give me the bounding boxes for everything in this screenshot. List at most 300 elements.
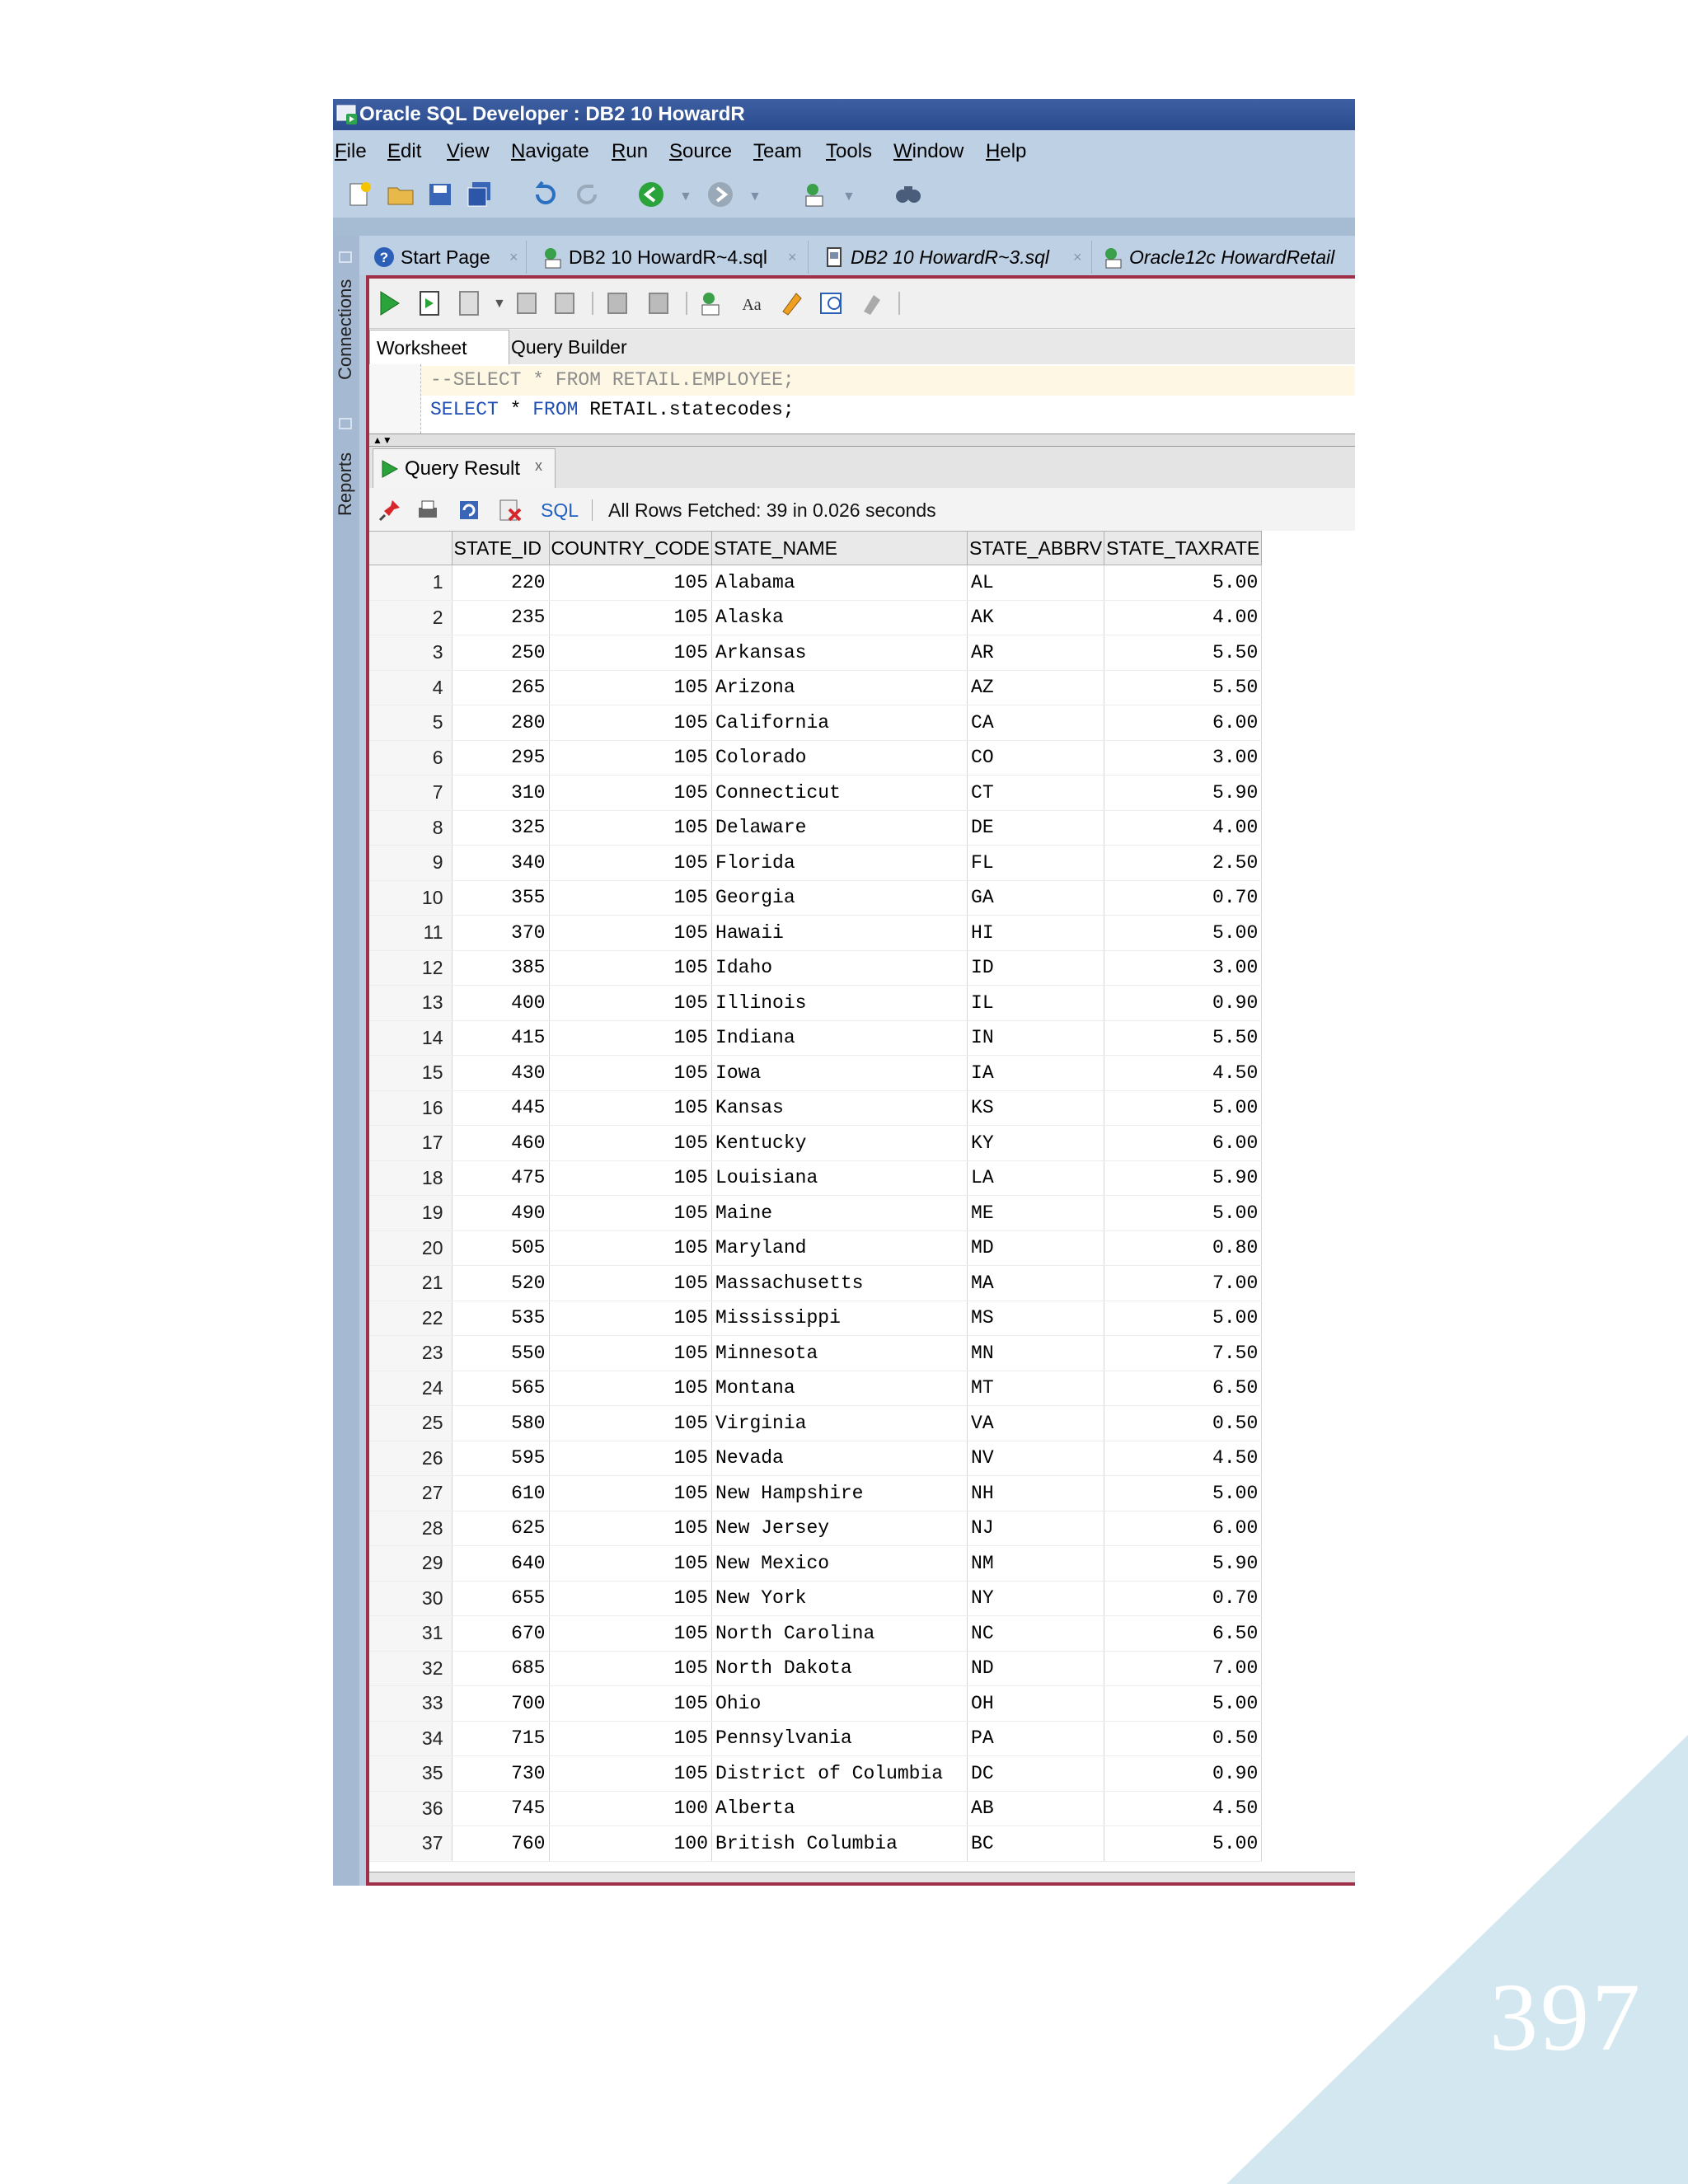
state-abbrv-cell[interactable]: NC	[968, 1616, 1104, 1652]
state-name-cell[interactable]: Arkansas	[712, 635, 968, 671]
state-name-cell[interactable]: Connecticut	[712, 776, 968, 811]
state-name-cell[interactable]: District of Columbia	[712, 1756, 968, 1792]
state-id-cell[interactable]: 535	[452, 1301, 549, 1336]
state-id-cell[interactable]: 430	[452, 1056, 549, 1091]
country-code-cell[interactable]: 105	[549, 1651, 712, 1686]
table-row[interactable]	[369, 1476, 1262, 1511]
table-row[interactable]	[369, 1791, 1262, 1826]
state-abbrv-cell[interactable]: AB	[968, 1791, 1104, 1826]
state-abbrv-cell[interactable]: AZ	[968, 670, 1104, 705]
country-code-cell[interactable]: 105	[549, 1160, 712, 1196]
state-taxrate-cell[interactable]: 5.50	[1104, 635, 1262, 671]
table-row[interactable]	[369, 1090, 1262, 1126]
table-row[interactable]	[369, 1441, 1262, 1476]
undo-icon[interactable]	[531, 180, 560, 209]
state-name-cell[interactable]: Alabama	[712, 565, 968, 601]
table-row[interactable]	[369, 1511, 1262, 1546]
state-abbrv-cell[interactable]: MA	[968, 1266, 1104, 1301]
country-code-cell[interactable]: 105	[549, 1476, 712, 1511]
row-number: 31	[369, 1616, 452, 1652]
table-row[interactable]	[369, 1126, 1262, 1161]
connections-panel-label[interactable]: Connections	[335, 279, 355, 381]
table-row[interactable]	[369, 1406, 1262, 1441]
table-row[interactable]	[369, 705, 1262, 741]
table-row[interactable]	[369, 1336, 1262, 1371]
state-name-cell[interactable]: Hawaii	[712, 916, 968, 951]
state-taxrate-cell[interactable]: 7.50	[1104, 1336, 1262, 1371]
table-row[interactable]	[369, 565, 1262, 601]
sql-history-icon[interactable]	[818, 288, 847, 318]
table-row[interactable]	[369, 986, 1262, 1021]
state-abbrv-cell[interactable]: NV	[968, 1441, 1104, 1476]
state-name-cell[interactable]: Mississippi	[712, 1301, 968, 1336]
print-icon[interactable]	[415, 498, 440, 523]
explain-plan-icon[interactable]	[513, 288, 542, 318]
state-id-cell[interactable]: 295	[452, 740, 549, 776]
query-builder-icon[interactable]	[857, 288, 887, 318]
table-row[interactable]	[369, 880, 1262, 916]
forward-dropdown-icon[interactable]: ▼	[748, 190, 762, 204]
tab-db2-howardr-4[interactable]: DB2 10 HowardR~4.sql ×	[536, 241, 809, 274]
country-code-cell[interactable]: 105	[549, 1756, 712, 1792]
state-abbrv-cell[interactable]: OH	[968, 1686, 1104, 1722]
country-code-cell[interactable]: 105	[549, 880, 712, 916]
state-taxrate-cell[interactable]: 5.00	[1104, 1686, 1262, 1722]
worksheet-toolbar	[369, 279, 1355, 329]
state-abbrv-cell[interactable]: MS	[968, 1301, 1104, 1336]
state-name-cell[interactable]: Massachusetts	[712, 1266, 968, 1301]
table-row[interactable]	[369, 1301, 1262, 1336]
state-abbrv-cell[interactable]: MT	[968, 1371, 1104, 1406]
state-id-cell[interactable]: 565	[452, 1371, 549, 1406]
autotrace-icon[interactable]	[455, 288, 485, 318]
pane-splitter[interactable]: ▲▼	[369, 434, 1355, 447]
country-code-cell[interactable]: 105	[549, 1371, 712, 1406]
state-taxrate-cell[interactable]: 7.00	[1104, 1266, 1262, 1301]
state-name-cell[interactable]: New Hampshire	[712, 1476, 968, 1511]
result-grid	[369, 531, 1355, 1882]
menu-source[interactable]: Source	[669, 140, 733, 162]
state-taxrate-cell[interactable]: 5.90	[1104, 776, 1262, 811]
state-name-cell[interactable]: Idaho	[712, 950, 968, 986]
table-row[interactable]	[369, 776, 1262, 811]
state-taxrate-cell[interactable]: 4.50	[1104, 1441, 1262, 1476]
commit-icon[interactable]	[603, 288, 633, 318]
state-abbrv-cell[interactable]: IA	[968, 1056, 1104, 1091]
tab-start-page[interactable]: ? Start Page ×	[368, 241, 527, 274]
state-abbrv-cell[interactable]: ID	[968, 950, 1104, 986]
state-abbrv-cell[interactable]: PA	[968, 1721, 1104, 1756]
state-id-cell[interactable]: 580	[452, 1406, 549, 1441]
state-abbrv-cell[interactable]: IL	[968, 986, 1104, 1021]
autotrace-dropdown-icon[interactable]: ▼	[493, 297, 506, 311]
country-code-cell[interactable]: 105	[549, 1721, 712, 1756]
table-row[interactable]	[369, 1546, 1262, 1582]
state-name-cell[interactable]: North Carolina	[712, 1616, 968, 1652]
state-id-cell[interactable]: 520	[452, 1266, 549, 1301]
country-code-cell[interactable]: 100	[549, 1791, 712, 1826]
state-abbrv-cell[interactable]: NH	[968, 1476, 1104, 1511]
state-taxrate-cell[interactable]: 5.00	[1104, 916, 1262, 951]
table-row[interactable]	[369, 600, 1262, 635]
to-upper-lower-icon[interactable]	[737, 288, 767, 318]
state-id-cell[interactable]: 490	[452, 1196, 549, 1231]
state-taxrate-cell[interactable]: 5.00	[1104, 1090, 1262, 1126]
reports-panel-label[interactable]: Reports	[335, 452, 355, 516]
sql-tuning-icon[interactable]	[551, 288, 580, 318]
state-name-cell[interactable]: California	[712, 705, 968, 741]
state-name-cell[interactable]: Ohio	[712, 1686, 968, 1722]
state-taxrate-cell[interactable]: 6.50	[1104, 1616, 1262, 1652]
state-name-cell[interactable]: Minnesota	[712, 1336, 968, 1371]
country-code-cell[interactable]: 105	[549, 705, 712, 741]
state-id-cell[interactable]: 310	[452, 776, 549, 811]
state-name-cell[interactable]: Delaware	[712, 810, 968, 846]
run-statement-icon[interactable]	[374, 288, 404, 318]
state-taxrate-cell[interactable]: 0.50	[1104, 1406, 1262, 1441]
tab-db2-howardr-3[interactable]: DB2 10 HowardR~3.sql ×	[818, 241, 1092, 274]
state-id-cell[interactable]: 445	[452, 1090, 549, 1126]
state-taxrate-cell[interactable]: 4.50	[1104, 1791, 1262, 1826]
connections-panel-icon[interactable]	[338, 249, 354, 265]
state-name-cell[interactable]: Georgia	[712, 880, 968, 916]
state-name-cell[interactable]: Arizona	[712, 670, 968, 705]
table-row[interactable]	[369, 916, 1262, 951]
state-name-cell[interactable]: Maryland	[712, 1230, 968, 1266]
state-taxrate-cell[interactable]: 5.90	[1104, 1546, 1262, 1582]
state-id-cell[interactable]: 235	[452, 600, 549, 635]
new-file-icon[interactable]	[345, 180, 374, 209]
state-abbrv-cell[interactable]: AK	[968, 600, 1104, 635]
state-taxrate-cell[interactable]: 2.50	[1104, 846, 1262, 881]
state-abbrv-cell[interactable]: BC	[968, 1826, 1104, 1862]
state-taxrate-cell[interactable]: 4.50	[1104, 1056, 1262, 1091]
forward-icon[interactable]	[706, 180, 735, 209]
state-id-cell[interactable]: 250	[452, 635, 549, 671]
state-id-cell[interactable]: 640	[452, 1546, 549, 1582]
state-name-cell[interactable]: Florida	[712, 846, 968, 881]
state-id-cell[interactable]: 460	[452, 1126, 549, 1161]
state-abbrv-cell[interactable]: ME	[968, 1196, 1104, 1231]
state-name-cell[interactable]: Nevada	[712, 1441, 968, 1476]
menu-run[interactable]: Run	[612, 140, 649, 162]
help-icon	[373, 246, 396, 269]
state-name-cell[interactable]: Montana	[712, 1371, 968, 1406]
country-code-cell[interactable]: 105	[549, 810, 712, 846]
unshared-sql-icon[interactable]	[696, 288, 725, 318]
column-header[interactable]: STATE_NAME	[712, 532, 968, 565]
state-abbrv-cell[interactable]: CO	[968, 740, 1104, 776]
back-icon[interactable]	[636, 180, 666, 209]
state-id-cell[interactable]: 655	[452, 1581, 549, 1616]
row-number: 1	[369, 565, 452, 601]
country-code-cell[interactable]: 105	[549, 1196, 712, 1231]
table-row[interactable]	[369, 1266, 1262, 1301]
state-taxrate-cell[interactable]: 4.00	[1104, 600, 1262, 635]
state-abbrv-cell[interactable]: LA	[968, 1160, 1104, 1196]
row-number: 25	[369, 1406, 452, 1441]
menu-window[interactable]: Window	[893, 140, 964, 162]
state-id-cell[interactable]: 730	[452, 1756, 549, 1792]
refresh-icon[interactable]	[457, 498, 481, 523]
country-code-cell[interactable]: 105	[549, 1546, 712, 1582]
state-abbrv-cell[interactable]: IN	[968, 1020, 1104, 1056]
reports-panel-icon[interactable]	[338, 415, 354, 432]
country-code-cell[interactable]: 105	[549, 565, 712, 601]
country-code-cell[interactable]: 100	[549, 1826, 712, 1862]
menu-tools[interactable]: Tools	[826, 140, 873, 162]
table-row[interactable]	[369, 740, 1262, 776]
app-icon	[336, 104, 358, 125]
country-code-cell[interactable]: 105	[549, 1301, 712, 1336]
state-name-cell[interactable]: Indiana	[712, 1020, 968, 1056]
state-taxrate-cell[interactable]: 0.80	[1104, 1230, 1262, 1266]
state-name-cell[interactable]: Kentucky	[712, 1126, 968, 1161]
column-header[interactable]: STATE_TAXRATE	[1104, 532, 1262, 565]
state-abbrv-cell[interactable]: HI	[968, 916, 1104, 951]
state-id-cell[interactable]: 340	[452, 846, 549, 881]
state-id-cell[interactable]: 475	[452, 1160, 549, 1196]
state-id-cell[interactable]: 385	[452, 950, 549, 986]
svg-text:Aa: Aa	[742, 296, 762, 314]
state-id-cell[interactable]: 400	[452, 986, 549, 1021]
state-id-cell[interactable]: 325	[452, 810, 549, 846]
state-name-cell[interactable]: Louisiana	[712, 1160, 968, 1196]
horizontal-scrollbar[interactable]	[369, 1872, 1355, 1882]
country-code-cell[interactable]: 105	[549, 1020, 712, 1056]
state-taxrate-cell[interactable]: 0.90	[1104, 986, 1262, 1021]
state-taxrate-cell[interactable]: 6.00	[1104, 1126, 1262, 1161]
state-id-cell[interactable]: 355	[452, 880, 549, 916]
sql-link[interactable]: SQL	[541, 499, 579, 521]
row-number: 32	[369, 1651, 452, 1686]
state-abbrv-cell[interactable]: KY	[968, 1126, 1104, 1161]
tab-oracle12c-howardretail[interactable]: Oracle12c HowardRetail	[1096, 241, 1355, 274]
state-taxrate-cell[interactable]: 5.00	[1104, 1301, 1262, 1336]
state-taxrate-cell[interactable]: 6.00	[1104, 705, 1262, 741]
state-taxrate-cell[interactable]: 5.00	[1104, 1476, 1262, 1511]
country-code-cell[interactable]: 105	[549, 1336, 712, 1371]
state-id-cell[interactable]: 760	[452, 1826, 549, 1862]
table-row[interactable]	[369, 1616, 1262, 1652]
state-taxrate-cell[interactable]: 4.00	[1104, 810, 1262, 846]
country-code-cell[interactable]: 105	[549, 950, 712, 986]
country-code-cell[interactable]: 105	[549, 635, 712, 671]
run-script-icon[interactable]	[415, 288, 445, 318]
row-number: 24	[369, 1371, 452, 1406]
state-taxrate-cell[interactable]: 5.50	[1104, 670, 1262, 705]
close-tab-icon[interactable]: ×	[509, 249, 518, 265]
state-abbrv-cell[interactable]: MN	[968, 1336, 1104, 1371]
table-row[interactable]	[369, 1756, 1262, 1792]
country-code-cell[interactable]: 105	[549, 1230, 712, 1266]
menu-view[interactable]: View	[447, 140, 490, 162]
state-abbrv-cell[interactable]: DE	[968, 810, 1104, 846]
menu-edit[interactable]: Edit	[387, 140, 422, 162]
column-header[interactable]: STATE_ID	[452, 532, 549, 565]
state-id-cell[interactable]: 505	[452, 1230, 549, 1266]
state-taxrate-cell[interactable]: 3.00	[1104, 950, 1262, 986]
state-id-cell[interactable]: 370	[452, 916, 549, 951]
tab-worksheet[interactable]: Worksheet	[369, 330, 509, 365]
state-id-cell[interactable]: 715	[452, 1721, 549, 1756]
country-code-cell[interactable]: 105	[549, 846, 712, 881]
country-code-cell[interactable]: 105	[549, 1686, 712, 1722]
table-row[interactable]	[369, 1581, 1262, 1616]
state-taxrate-cell[interactable]: 5.00	[1104, 1196, 1262, 1231]
state-name-cell[interactable]: Kansas	[712, 1090, 968, 1126]
country-code-cell[interactable]: 105	[549, 1441, 712, 1476]
close-result-icon[interactable]: x	[535, 457, 542, 474]
state-id-cell[interactable]: 280	[452, 705, 549, 741]
sql-connection-icon	[1101, 246, 1124, 269]
state-abbrv-cell[interactable]: DC	[968, 1756, 1104, 1792]
state-abbrv-cell[interactable]: NY	[968, 1581, 1104, 1616]
state-abbrv-cell[interactable]: NJ	[968, 1511, 1104, 1546]
state-name-cell[interactable]: British Columbia	[712, 1826, 968, 1862]
table-row[interactable]	[369, 635, 1262, 671]
table-row[interactable]	[369, 1651, 1262, 1686]
clear-icon[interactable]	[776, 288, 806, 318]
state-id-cell[interactable]: 670	[452, 1616, 549, 1652]
close-tab-icon[interactable]: ×	[788, 249, 797, 265]
table-row[interactable]	[369, 1056, 1262, 1091]
sql-worksheet-dropdown-icon[interactable]: ▼	[842, 190, 856, 204]
country-code-cell[interactable]: 105	[549, 600, 712, 635]
back-dropdown-icon[interactable]: ▼	[679, 190, 692, 204]
state-taxrate-cell[interactable]: 5.00	[1104, 1826, 1262, 1862]
tab-query-builder[interactable]: Query Builder	[511, 336, 627, 358]
state-name-cell[interactable]: Alberta	[712, 1791, 968, 1826]
save-icon[interactable]	[425, 180, 455, 209]
country-code-cell[interactable]: 105	[549, 740, 712, 776]
country-code-cell[interactable]: 105	[549, 1090, 712, 1126]
state-taxrate-cell[interactable]: 0.70	[1104, 1581, 1262, 1616]
state-name-cell[interactable]: Pennsylvania	[712, 1721, 968, 1756]
state-abbrv-cell[interactable]: MD	[968, 1230, 1104, 1266]
redo-icon[interactable]	[572, 180, 602, 209]
menu-navigate[interactable]: Navigate	[511, 140, 589, 162]
country-code-cell[interactable]: 105	[549, 1581, 712, 1616]
state-abbrv-cell[interactable]: CT	[968, 776, 1104, 811]
state-name-cell[interactable]: Maine	[712, 1196, 968, 1231]
table-row[interactable]	[369, 846, 1262, 881]
state-id-cell[interactable]: 595	[452, 1441, 549, 1476]
cancel-query-icon[interactable]	[498, 498, 523, 523]
table-row[interactable]	[369, 670, 1262, 705]
table-row[interactable]	[369, 1826, 1262, 1862]
state-id-cell[interactable]: 625	[452, 1511, 549, 1546]
state-taxrate-cell[interactable]: 3.00	[1104, 740, 1262, 776]
country-code-cell[interactable]: 105	[549, 1616, 712, 1652]
tab-query-result[interactable]: Query Result x	[373, 448, 556, 489]
country-code-cell[interactable]: 105	[549, 1266, 712, 1301]
state-id-cell[interactable]: 700	[452, 1686, 549, 1722]
main-toolbar	[333, 173, 1355, 218]
sql-worksheet-icon[interactable]	[799, 180, 829, 209]
close-tab-icon[interactable]: ×	[1073, 249, 1082, 265]
open-folder-icon[interactable]	[386, 180, 415, 209]
table-row[interactable]	[369, 1160, 1262, 1196]
state-abbrv-cell[interactable]: KS	[968, 1090, 1104, 1126]
state-name-cell[interactable]: Illinois	[712, 986, 968, 1021]
row-number: 9	[369, 846, 452, 881]
state-name-cell[interactable]: New York	[712, 1581, 968, 1616]
state-taxrate-cell[interactable]: 0.50	[1104, 1721, 1262, 1756]
state-taxrate-cell[interactable]: 7.00	[1104, 1651, 1262, 1686]
state-abbrv-cell[interactable]: GA	[968, 880, 1104, 916]
state-id-cell[interactable]: 610	[452, 1476, 549, 1511]
state-name-cell[interactable]: North Dakota	[712, 1651, 968, 1686]
state-name-cell[interactable]: New Mexico	[712, 1546, 968, 1582]
column-header[interactable]: STATE_ABBRV	[968, 532, 1104, 565]
pin-icon[interactable]	[377, 498, 402, 523]
state-taxrate-cell[interactable]: 5.50	[1104, 1020, 1262, 1056]
sql-editor[interactable]	[369, 364, 1355, 434]
row-number: 34	[369, 1721, 452, 1756]
state-abbrv-cell[interactable]: AL	[968, 565, 1104, 601]
state-name-cell[interactable]: Iowa	[712, 1056, 968, 1091]
menu-team[interactable]: Team	[753, 140, 802, 162]
state-taxrate-cell[interactable]: 6.50	[1104, 1371, 1262, 1406]
table-row[interactable]	[369, 1686, 1262, 1722]
state-abbrv-cell[interactable]: VA	[968, 1406, 1104, 1441]
state-name-cell[interactable]: Colorado	[712, 740, 968, 776]
state-id-cell[interactable]: 415	[452, 1020, 549, 1056]
table-row[interactable]	[369, 1196, 1262, 1231]
country-code-cell[interactable]: 105	[549, 986, 712, 1021]
table-row[interactable]	[369, 1230, 1262, 1266]
state-taxrate-cell[interactable]: 0.90	[1104, 1756, 1262, 1792]
rollback-icon[interactable]	[645, 288, 674, 318]
country-code-cell[interactable]: 105	[549, 1126, 712, 1161]
country-code-cell[interactable]: 105	[549, 670, 712, 705]
state-id-cell[interactable]: 265	[452, 670, 549, 705]
table-row[interactable]	[369, 1020, 1262, 1056]
state-taxrate-cell[interactable]: 5.00	[1104, 565, 1262, 601]
menu-help[interactable]: Help	[986, 140, 1027, 162]
state-abbrv-cell[interactable]: FL	[968, 846, 1104, 881]
state-abbrv-cell[interactable]: ND	[968, 1651, 1104, 1686]
state-taxrate-cell[interactable]: 5.90	[1104, 1160, 1262, 1196]
state-id-cell[interactable]: 745	[452, 1791, 549, 1826]
state-id-cell[interactable]: 550	[452, 1336, 549, 1371]
state-abbrv-cell[interactable]: CA	[968, 705, 1104, 741]
state-name-cell[interactable]: Virginia	[712, 1406, 968, 1441]
state-abbrv-cell[interactable]: AR	[968, 635, 1104, 671]
state-name-cell[interactable]: Alaska	[712, 600, 968, 635]
state-abbrv-cell[interactable]: NM	[968, 1546, 1104, 1582]
table-row[interactable]	[369, 1371, 1262, 1406]
table-row[interactable]	[369, 1721, 1262, 1756]
country-code-cell[interactable]: 105	[549, 1406, 712, 1441]
country-code-cell[interactable]: 105	[549, 1511, 712, 1546]
save-all-icon[interactable]	[465, 180, 495, 209]
country-code-cell[interactable]: 105	[549, 1056, 712, 1091]
table-row[interactable]	[369, 950, 1262, 986]
find-db-object-icon[interactable]	[893, 180, 923, 209]
state-id-cell[interactable]: 685	[452, 1651, 549, 1686]
table-row[interactable]	[369, 810, 1262, 846]
menu-file[interactable]: File	[335, 140, 367, 162]
country-code-cell[interactable]: 105	[549, 776, 712, 811]
column-header[interactable]: COUNTRY_CODE	[549, 532, 712, 565]
state-name-cell[interactable]: New Jersey	[712, 1511, 968, 1546]
state-taxrate-cell[interactable]: 0.70	[1104, 880, 1262, 916]
state-taxrate-cell[interactable]: 6.00	[1104, 1511, 1262, 1546]
state-id-cell[interactable]: 220	[452, 565, 549, 601]
country-code-cell[interactable]: 105	[549, 916, 712, 951]
